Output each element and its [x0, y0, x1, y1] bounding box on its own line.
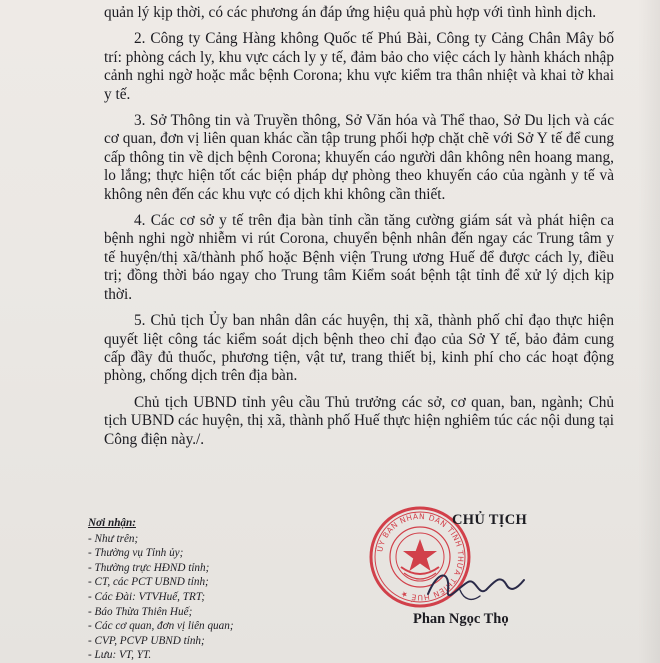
- document-body: [104, 4, 614, 457]
- recipient-item: - Báo Thừa Thiên Huế;: [88, 605, 193, 618]
- paragraph-2: 2. Công ty Cảng Hàng không Quốc tế Phú Bài, Công ty Cảng Chân Mây bố trí: phòng cách ly, khu vực cách ly y tế, đảm bảo cho việc cách ly hành khách nhập cảnh nghi ngờ hoặc mắc bệnh Corona; khu vực kiểm tra thân nhiệt và khai tờ khai y tế.: [104, 30, 614, 103]
- recipient-item: - Các cơ quan, đơn vị liên quan;: [88, 620, 234, 633]
- paragraph-4: 4. Các cơ sở y tế trên địa bàn tỉnh cần tăng cường giám sát và phát hiện ca bệnh nghi ngờ nhiễm vi rút Corona, chuyển bệnh nhân đến ngay các Trung tâm y tế huyện/thị xã/thành phố hoặc Bệnh viện Trung ương Huế để được cách ly, điều trị; đồng thời báo ngay cho Trung tâm Kiểm soát bệnh tật tỉnh để xử lý dịch kịp thời.: [104, 212, 614, 303]
- paragraph-5: 5. Chủ tịch Ủy ban nhân dân các huyện, thị xã, thành phố chỉ đạo thực hiện quyết liệt công tác kiểm soát dịch bệnh theo chỉ đạo của Sở Y tế, bảo đảm cung cấp đầy đủ thuốc, phương tiện, vật tư, trang thiết bị, kinh phí cho các hoạt động phòng, chống dịch trên địa bàn.: [104, 312, 614, 385]
- recipient-item: - Thường vụ Tỉnh ủy;: [88, 547, 184, 560]
- recipient-item: - CVP, PCVP UBND tỉnh;: [88, 634, 205, 647]
- signer-title: CHỦ TỊCH: [452, 512, 528, 528]
- recipient-item: - Như trên;: [88, 532, 139, 545]
- recipients-list: [88, 532, 348, 663]
- paragraph-continuation: quản lý kịp thời, có các phương án đáp ứng hiệu quả phù hợp với tình hình dịch.: [104, 4, 597, 21]
- recipient-item: - Các Đài: VTVHuế, TRT;: [88, 590, 206, 603]
- recipient-item: - Thường trực HĐND tỉnh;: [88, 561, 210, 574]
- paragraph-closing: Chủ tịch UBND tỉnh yêu cầu Thủ trưởng các sở, cơ quan, ban, ngành; Chủ tịch UBND các huyện, thị xã, thành phố Huế thực hiện nghiêm túc các nội dung tại Công điện này./.: [104, 393, 614, 448]
- svg-text:ỦY BAN NHÂN DÂN TỈNH THỪA THIÊ: ỦY BAN NHÂN DÂN TỈNH THỪA THIÊN HUẾ ★: [375, 511, 466, 603]
- recipients-block: [88, 516, 348, 663]
- recipients-heading: Nơi nhận:: [88, 517, 136, 529]
- signer-name: Phan Ngọc Thọ: [413, 611, 509, 627]
- recipient-item: - Lưu: VT, YT.: [88, 649, 152, 662]
- handwritten-signature-icon: [420, 560, 530, 610]
- paragraph-3: 3. Sở Thông tin và Truyền thông, Sở Văn hóa và Thể thao, Sở Du lịch và các cơ quan, đơn vị liên quan khác cần tập trung phối hợp chặt chẽ với Sở Y tế để cung cấp thông tin về dịch bệnh Corona; khuyến cáo người dân không nên hoang mang, lo lắng; thực hiện tốt các biện pháp dự phòng theo khuyến cáo của ngành y tế và không nên đến các khu vực có dịch khi không cần thiết.: [104, 112, 614, 203]
- page-edge-shadow: [638, 0, 660, 663]
- recipient-item: - CT, các PCT UBND tỉnh;: [88, 576, 209, 589]
